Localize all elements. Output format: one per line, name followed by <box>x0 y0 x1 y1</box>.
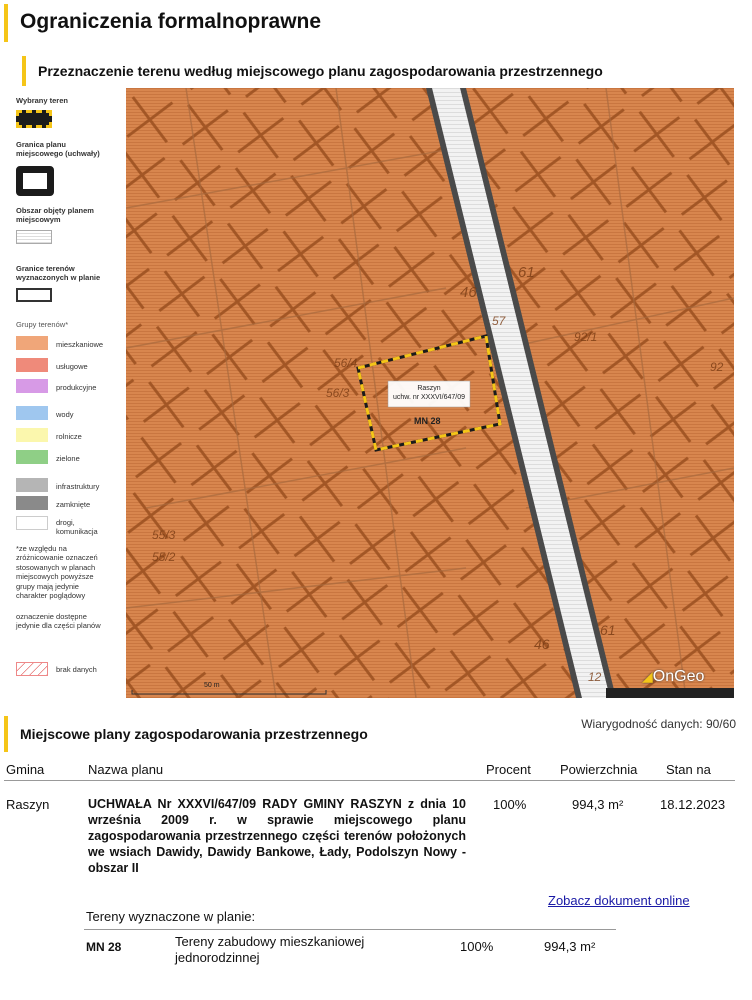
legend-swatch-no-data <box>16 662 48 676</box>
section-subtitle: Przeznaczenie terenu według miejscowego planu zagospodarowania przestrzennego <box>38 63 603 79</box>
parcel-number: 46 <box>534 636 550 652</box>
legend-swatch-closed <box>16 496 48 510</box>
zones-label: Tereny wyznaczone w planie: <box>86 909 256 924</box>
zone-percent: 100% <box>460 939 494 954</box>
legend-label: produkcyjne <box>56 383 97 392</box>
map-infobox-title: Raszyn <box>417 385 441 392</box>
legend-selected-swatch <box>16 110 52 128</box>
map-zone-label: MN 28 <box>414 416 441 426</box>
legend-note: oznaczenie dostępne jedynie dla części planów <box>16 612 101 631</box>
section-title: Ograniczenia formalnoprawne <box>20 10 322 33</box>
zones-divider <box>84 929 616 930</box>
col-header-name: Nazwa planu <box>88 762 164 777</box>
section2-title: Miejscowe plany zagospodarowania przestrzennego <box>20 726 368 742</box>
accent-bar <box>4 4 8 42</box>
view-document-link[interactable]: Zobacz dokument online <box>548 893 690 908</box>
legend-label: zielone <box>56 454 80 463</box>
row-date: 18.12.2023 <box>660 797 726 812</box>
legend-swatch-production <box>16 379 48 393</box>
legend-label: mieszkaniowe <box>56 340 104 349</box>
parcel-number: 56/3 <box>326 386 350 400</box>
row-plan-name: UCHWAŁA Nr XXXVI/647/09 RADY GMINY RASZYN z dnia 10 września 2009 r. w sprawie miejscowego planu zagospodarowania przestrzennego części terenów położonych we wsiach Dawidy, Dawidy Bankowe, Łady, Podolszyn Nowy - obszar II <box>88 797 466 875</box>
ongeo-logo: ◢OnGeo <box>642 668 705 685</box>
parcel-number: 55/2 <box>152 550 176 564</box>
legend-swatch-roads <box>16 516 48 530</box>
accent-bar <box>22 56 26 86</box>
parcel-number: 61 <box>518 264 535 281</box>
legend-boundary-label: Granica planu miejscowego (uchwały) <box>16 140 100 159</box>
legend-covered-label: Obszar objęty planem miejscowym <box>16 206 94 225</box>
legend-swatch-services <box>16 358 48 372</box>
parcel-number: 46 <box>460 284 477 301</box>
row-area: 994,3 m² <box>572 797 624 812</box>
legend-swatch-green <box>16 450 48 464</box>
col-header-gmina: Gmina <box>6 762 45 777</box>
legend-lands-label: Granice terenów wyznaczonych w planie <box>16 264 101 283</box>
parcel-number: 92/1 <box>574 330 598 344</box>
legend-label: rolnicze <box>56 432 82 441</box>
legend-boundary-swatch <box>16 166 54 196</box>
legend-label: brak danych <box>56 665 97 674</box>
legend-label: wody <box>56 410 74 419</box>
legend-groups-title: Grupy terenów* <box>16 320 69 329</box>
legend-lands-swatch <box>16 288 52 302</box>
legend-swatch-infrastructure <box>16 478 48 492</box>
parcel-number: 61 <box>600 622 616 638</box>
legend-selected-label: Wybrany teren <box>16 96 68 105</box>
ongeo-triangle-icon: ◢ <box>642 668 653 684</box>
zone-area: 994,3 m² <box>544 939 596 954</box>
legend-swatch-residential <box>16 336 48 350</box>
legend-note: *ze względu na zróżnicowanie oznaczeń stosowanych w planach miejscowych powyższe grupy mają jedynie charakter poglądowy <box>16 544 98 600</box>
legend-label: zamknięte <box>56 500 91 509</box>
map-scale-label: 50 m <box>204 682 220 689</box>
parcel-number: 12 <box>588 670 602 684</box>
parcel-number: 55/3 <box>152 528 176 542</box>
parcel-number: 56/4 <box>334 356 358 370</box>
zone-code: MN 28 <box>86 940 122 954</box>
map-infobox <box>388 384 470 402</box>
legend-label: usługowe <box>56 362 88 371</box>
header-divider <box>4 780 735 781</box>
legend-label: drogi, komunikacja <box>56 518 98 537</box>
row-percent: 100% <box>493 797 527 812</box>
legend-label: infrastruktury <box>56 482 100 491</box>
parcel-number: 57 <box>492 314 506 328</box>
accent-bar <box>4 716 8 752</box>
data-reliability: Wiarygodność danych: 90/60 <box>581 717 736 731</box>
map-infobox-resolution: uchw. nr XXXVI/647/09 <box>393 394 465 401</box>
col-header-area: Powierzchnia <box>560 762 638 777</box>
legend-swatch-agricultural <box>16 428 48 442</box>
col-header-date: Stan na <box>666 762 711 777</box>
zone-description: Tereny zabudowy mieszkaniowej jednorodzinnej <box>175 934 365 965</box>
plan-map[interactable] <box>126 88 734 698</box>
row-gmina: Raszyn <box>6 797 50 812</box>
legend-swatch-water <box>16 406 48 420</box>
legend-covered-swatch <box>16 230 52 244</box>
col-header-percent: Procent <box>486 762 531 777</box>
parcel-number: 92 <box>710 360 724 374</box>
